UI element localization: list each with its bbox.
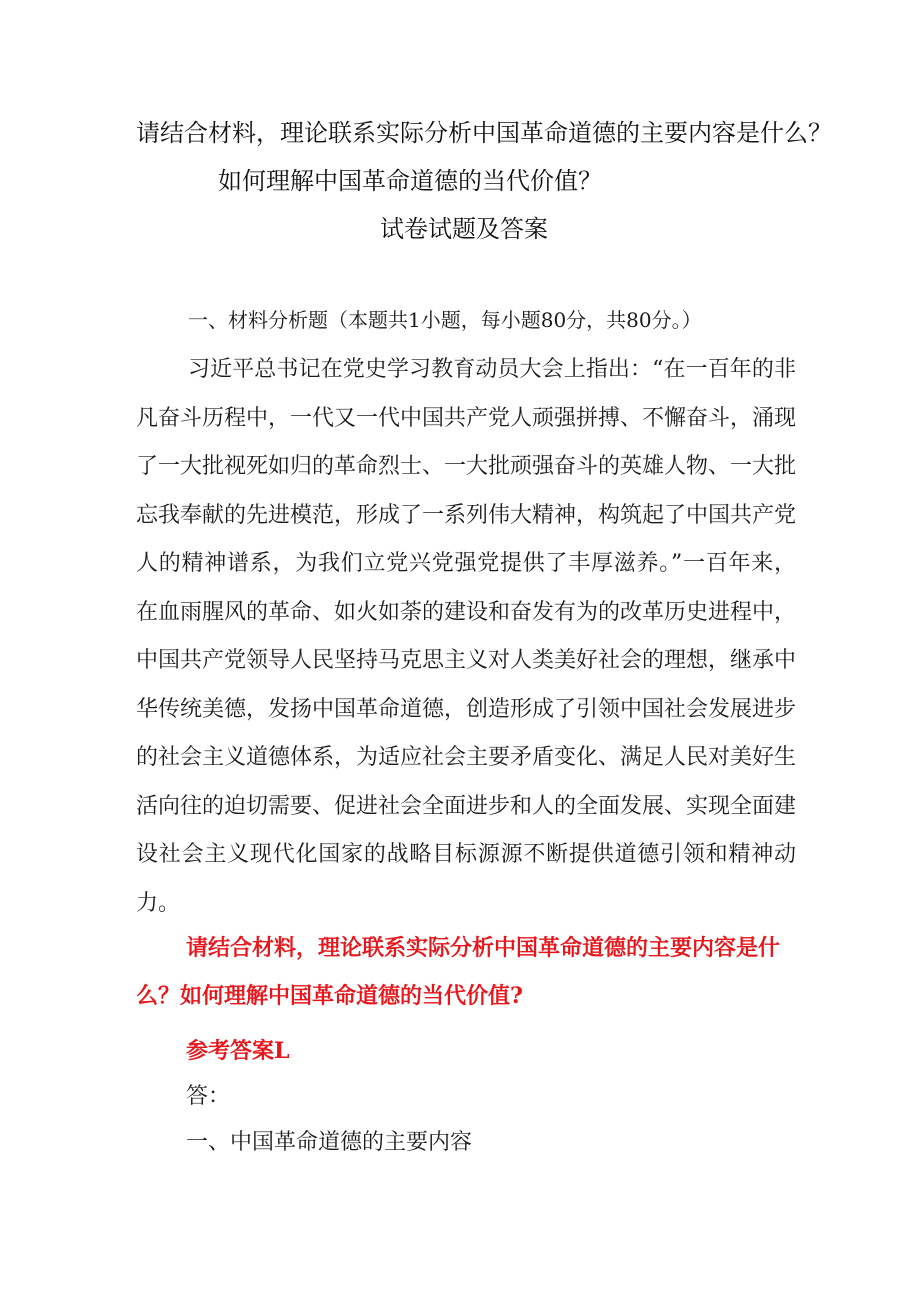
document-title-line-2: 如何理解中国革命道德的当代价值？ <box>218 167 602 195</box>
answer-label: 参考答案L <box>186 1038 290 1064</box>
material-paragraph: 习近平总书记在党史学习教育动员大会上指出：“在一百年的非凡奋斗历程中，一代又一代中国共产党人顽强拼搏、不懈奋斗，涌现了一大批视死如归的革命烈士、一大批顽强奋斗的英雄人物、一大批忘我奉献的先进模范，形成了一系列伟大精神，构筑起了中国共产党人的精神谱系，为我们立党兴党强党提供了丰厚滋养。”一百年来，在血雨腥风的革命、如火如荼的建设和奋发有为的改革历史进程中，中国共产党领导人民坚持马克思主义对人类美好社会的理想，继承中华传统美德，发扬中国革命道德，创造形成了引领中国社会发展进步的社会主义道德体系，为适应社会主要矛盾变化、满足人民对美好生活向往的迫切需要、促进社会全面进步和人的全面发展、实现全面建设社会主义现代化国家的战略目标源源不断提供道德引领和精神动力。 <box>136 357 797 916</box>
document-title-line-1: 请结合材料，理论联系实际分析中国革命道德的主要内容是什么？ <box>136 119 832 147</box>
document-title-line-3: 试卷试题及答案 <box>380 215 548 243</box>
section-heading: 一、材料分析题（本题共1小题，每小题80分，共80分。） <box>188 308 702 332</box>
answer-intro: 答： <box>186 1084 231 1109</box>
answer-subheading: 一、中国革命道德的主要内容 <box>186 1130 473 1155</box>
question-text: 请结合材料，理论联系实际分析中国革命道德的主要内容是什么？如何理解中国革命道德的当代价值? <box>136 935 781 1009</box>
